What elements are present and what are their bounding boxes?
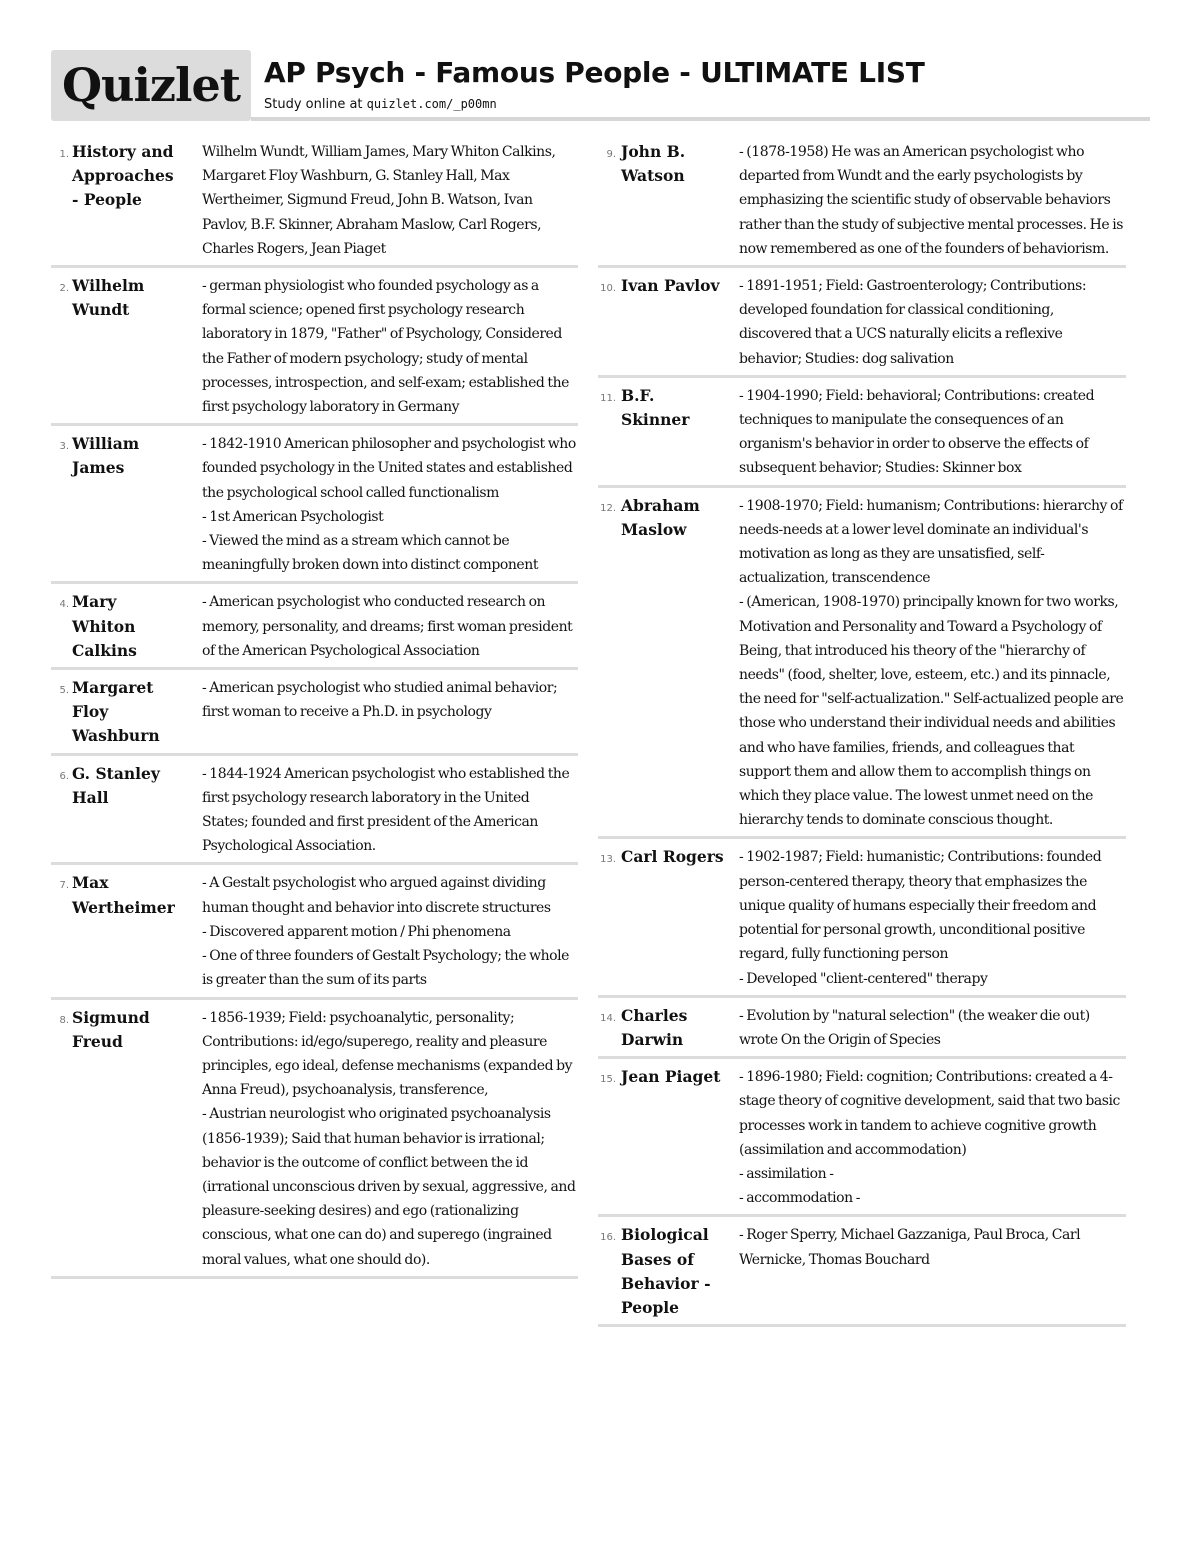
card-term: Carl Rogers — [621, 847, 724, 867]
term-card — [598, 1063, 1126, 1217]
card-definition: - 1844-1924 American psychologist who established the first psychology research laboratory in the United States; founded and first president of the American Psychological Association. — [202, 765, 570, 855]
card-number: 5. — [59, 685, 69, 697]
card-term: Mary Whiton Calkins — [72, 592, 137, 660]
card-number: 13. — [600, 854, 616, 866]
card-term: Charles Darwin — [621, 1005, 688, 1049]
card-term: Max Wertheimer — [72, 873, 175, 917]
card-number: 2. — [59, 283, 69, 295]
card-definition: - 1902-1987; Field: humanistic; Contributions: founded person-centered therapy, theory that emphasizes the unique quality of humans especially their freedom and potential for personal growth, unconditional positive regard, fully functioning person - Developed "client-centered" therapy — [739, 849, 1102, 987]
header-divider — [251, 117, 1150, 121]
card-number: 10. — [600, 283, 616, 295]
study-link[interactable]: quizlet.com/_p00mn — [366, 97, 497, 111]
right-column — [598, 138, 1126, 1331]
card-term: History and Approaches - People — [72, 142, 174, 210]
card-number: 3. — [59, 441, 69, 453]
card-definition: - American psychologist who studied animal behavior; first woman to receive a Ph.D. in psychology — [202, 680, 558, 721]
card-definition: - 1896-1980; Field: cognition; Contributions: created a 4-stage theory of cognitive development, said that two basic processes work in tandem to achieve cognitive growth (assimilation and accommodation) - assimilation - - accommodation - — [739, 1069, 1120, 1207]
card-term: William James — [72, 434, 140, 478]
term-card — [598, 843, 1126, 997]
card-number: 9. — [606, 149, 616, 160]
card-definition: - Evolution by "natural selection" (the weaker die out) wrote On the Origin of Species — [739, 1007, 1090, 1048]
card-number: 8. — [59, 1014, 69, 1026]
card-number: 1. — [59, 149, 69, 160]
subtitle-prefix: Study online at — [264, 97, 367, 112]
card-term: Margaret Floy Washburn — [72, 678, 160, 746]
card-definition: - (1878-1958) He was an American psychologist who departed from Wundt and the early psychologists by emphasizing the scientific study of observable behaviors rather than the study of subjective mental processes. He is now remembered as one of the founders of behaviorism. — [739, 144, 1124, 257]
term-card — [598, 138, 1126, 268]
card-term: John B. Watson — [621, 142, 686, 186]
card-term: B.F. Skinner — [621, 385, 690, 430]
card-number: 11. — [600, 392, 616, 404]
page-header — [51, 50, 1150, 121]
term-card — [598, 1002, 1126, 1059]
card-definition: Wilhelm Wundt, William James, Mary Whiton Calkins, Margaret Floy Washburn, G. Stanley Hall, Max Wertheimer, Sigmund Freud, John B. Watson, Ivan Pavlov, B.F. Skinner, Abraham Maslow, Carl Rogers, Charles Rogers, Jean Piaget — [202, 144, 556, 257]
card-definition: - A Gestalt psychologist who argued against dividing human thought and behavior into discrete structures - Discovered apparent motion / Phi phenomena - One of three founders of Gestalt Psychology; the whole is greater than the sum of its parts — [202, 875, 570, 989]
card-definition: - 1842-1910 American philosopher and psychologist who founded psychology in the United states and established the psychological school called functionalism - 1st American Psychologist - Viewed the mind as a stream which cannot be meaningfully broken down into distinct component — [202, 436, 576, 574]
term-card — [51, 760, 578, 866]
card-definition: - 1908-1970; Field: humanism; Contributions: hierarchy of needs-needs at a lower level dominate an individual's motivation as long as they are unsatisfied, self-actualization, transcendence - (American, 1908-1970) principally known for two works, Motivation and Personality and Toward a Psychology of Being, that introduced his theory of the "hierarchy of needs" (food, shelter, love, esteem, etc.) and its pinnacle, the need for "self-actualization." Self-actualized people are those who understand their individual needs and abilities and who have families, friends, and colleagues that support them and allow them to accomplish things on which they place value. The lowest unmet need on the hierarchy tends to dominate conscious thought. — [739, 497, 1124, 829]
card-number: 4. — [59, 599, 69, 611]
term-card — [51, 272, 578, 426]
term-card — [598, 272, 1126, 378]
term-card — [51, 674, 578, 756]
card-term: Sigmund Freud — [72, 1007, 150, 1051]
term-card — [598, 492, 1126, 840]
quizlet-logo: Quizlet — [51, 50, 251, 121]
page-title: AP Psych - Famous People - ULTIMATE LIST — [264, 56, 925, 89]
card-term: Abraham Maslow — [621, 495, 700, 539]
term-card — [598, 1221, 1126, 1327]
card-number: 7. — [59, 880, 69, 892]
card-term: Jean Piaget — [621, 1067, 721, 1087]
card-term: Biological Bases of Behavior - People — [621, 1225, 711, 1317]
card-number: 12. — [600, 502, 616, 514]
card-term: Wilhelm Wundt — [72, 276, 145, 320]
term-card — [51, 430, 578, 584]
term-card — [51, 1004, 578, 1279]
card-definition: - 1904-1990; Field: behavioral; Contributions: created techniques to manipulate the consequences of an organism's behavior in order to observe the effects of subsequent behavior; Studies: Skinner box — [739, 387, 1095, 477]
left-column — [51, 138, 578, 1283]
card-definition: - german physiologist who founded psychology as a formal science; opened first psychology research laboratory in 1879, "Father" of Psychology, Considered the Father of modern psychology; study of mental processes, introspection, and self-exam; established the first psychology laboratory in Germany — [202, 278, 570, 416]
card-definition: - American psychologist who conducted research on memory, personality, and dreams; first woman president of the American Psychological Association — [202, 594, 573, 659]
card-definition: - 1856-1939; Field: psychoanalytic, personality; Contributions: id/ego/superego, reality and pleasure principles, ego ideal, defense mechanisms (expanded by Anna Freud), psychoanalysis, transference, - Austrian neurologist who originated psychoanalysis (1856-1939); Said that human behavior is irrational; behavior is the outcome of conflict between the id (irrational unconscious driven by sexual, aggressive, and pleasure-seeking desires) and ego (rationalizing conscious, what one can do) and superego (ingrained moral values, what one should do). — [202, 1009, 576, 1268]
card-number: 16. — [600, 1232, 616, 1244]
card-number: 15. — [600, 1074, 616, 1086]
term-card — [51, 869, 578, 999]
card-definition: - Roger Sperry, Michael Gazzaniga, Paul Broca, Carl Wernicke, Thomas Bouchard — [739, 1227, 1081, 1268]
term-card — [598, 382, 1126, 488]
term-card — [51, 138, 578, 268]
page-subtitle — [264, 97, 497, 112]
card-number: 14. — [600, 1012, 616, 1024]
card-term: G. Stanley Hall — [72, 763, 160, 807]
term-card — [51, 588, 578, 670]
card-term: Ivan Pavlov — [621, 276, 720, 296]
card-definition: - 1891-1951; Field: Gastroenterology; Contributions: developed foundation for classical conditioning, discovered that a UCS naturally elicits a reflexive behavior; Studies: dog salivation — [739, 278, 1087, 367]
card-number: 6. — [59, 770, 69, 782]
